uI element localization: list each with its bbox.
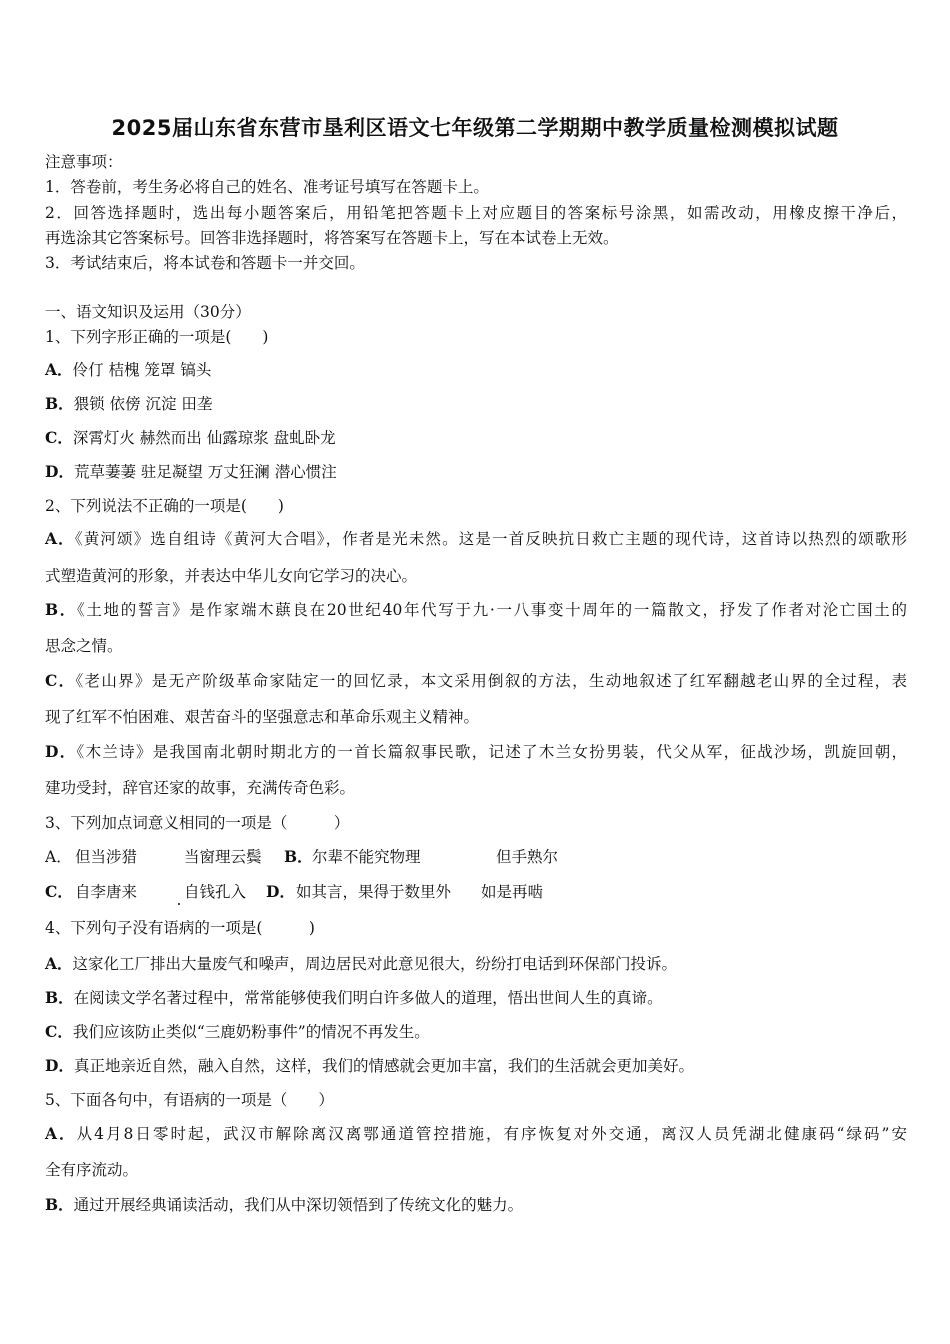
option-label: B．: [45, 988, 74, 1007]
q1-option-c: [45, 428, 336, 448]
q2-option-d: [45, 742, 907, 762]
q4-stem: 4、下列句子没有语病的一项是( ): [45, 919, 315, 937]
q3-option-b-item2: 但手熟尔: [496, 848, 559, 866]
option-label: D．: [45, 1056, 74, 1075]
emphasis-dot: [178, 903, 180, 905]
option-label: B．: [45, 394, 74, 413]
q1-stem: 1、下列字形正确的一项是( ): [45, 328, 269, 346]
option-label: B．: [45, 600, 77, 619]
q4-option-c: [45, 1022, 430, 1042]
q1-option-b: [45, 394, 212, 414]
q3-option-d-label: D．: [266, 882, 295, 901]
option-text: 从4月8日零时起，武汉市解除离汉离鄂通道管控措施，有序恢复对外交通，离汉人员凭湖北健康码“绿码”安: [76, 1125, 908, 1143]
option-text: 《老山界》是无产阶级革命家陆定一的回忆录，本文采用倒叙的方法，生动地叙述了红军翻越老山界的全过程，表: [75, 672, 907, 690]
option-text: 伶仃 桔槐 笼罩 镐头: [72, 361, 212, 379]
q2-option-a-cont: 式塑造黄河的形象，并表达中华儿女向它学习的决心。: [45, 567, 418, 585]
option-label: A．: [45, 954, 73, 973]
q2-option-c-cont: 现了红军不怕困难、艰苦奋斗的坚强意志和革命乐观主义精神。: [45, 708, 480, 726]
option-text: 深霄灯火 赫然而出 仙露琼浆 盘虬卧龙: [72, 429, 336, 447]
option-label: A．: [45, 529, 75, 548]
notice-item-3: 3．考试结束后，将本试卷和答题卡一并交回。: [45, 254, 365, 272]
q2-option-a: [45, 529, 907, 549]
option-text: 《木兰诗》是我国南北朝时期北方的一首长篇叙事民歌，记述了木兰女扮男装，代父从军，征战沙场，凯旋回朝，: [76, 743, 907, 761]
notice-item-2: 2．回答选择题时，选出每小题答案后，用铅笔把答题卡上对应题目的答案标号涂黑，如需改动，用橡皮擦干净后，: [45, 204, 907, 222]
q1-option-d: [45, 462, 337, 482]
option-label: D．: [45, 742, 77, 761]
q5-stem: 5、下面各句中，有语病的一项是（ ）: [45, 1091, 334, 1109]
q2-option-d-cont: 建功受封，辞官还家的故事，充满传奇色彩。: [45, 779, 356, 797]
q3-option-c-item1: 自李唐来: [75, 883, 138, 901]
option-label: C．: [45, 1022, 73, 1041]
option-text: 通过开展经典诵读活动，我们从中深切领悟到了传统文化的魅力。: [73, 1196, 524, 1214]
option-text: 猥锁 依傍 沉淀 田垄: [73, 395, 213, 413]
q3-option-a-item1: 但当涉猎: [75, 848, 138, 866]
q4-option-a: [45, 954, 677, 974]
q3-option-a-label: A．: [45, 848, 72, 866]
option-label: A．: [45, 1124, 77, 1143]
q5-option-a-cont: 全有序流动。: [45, 1161, 139, 1179]
q2-stem: 2、下列说法不正确的一项是( ): [45, 497, 284, 515]
q2-option-b-cont: 思念之情。: [45, 637, 123, 655]
q2-option-c: [45, 671, 907, 691]
option-label: B．: [45, 1195, 74, 1214]
option-text: 在阅读文学名著过程中，常常能够使我们明白许多做人的道理，悟出世间人生的真谛。: [73, 989, 663, 1007]
q3-option-d-item1: 如其言，果得于数里外: [296, 883, 452, 901]
q2-option-b: [45, 600, 907, 620]
option-text: 《土地的誓言》是作家端木蕻良在20世纪40年代写于九·一八事变十周年的一篇散文，抒发了作者对沦亡国土的: [76, 601, 907, 619]
q3-option-b-item1: 尔辈不能究物理: [312, 848, 421, 866]
q3-option-c-label: C．: [45, 882, 73, 901]
option-text: 《黄河颂》选自组诗《黄河大合唱》，作者是光未然。这是一首反映抗日救亡主题的现代诗，这首诗以热烈的颂歌形: [74, 530, 907, 548]
q5-option-b: [45, 1195, 523, 1215]
option-label: C．: [45, 428, 73, 447]
notice-item-1: 1．答卷前，考生务必将自己的姓名、准考证号填写在答题卡上。: [45, 178, 489, 196]
q1-option-a: [45, 360, 211, 380]
q4-option-b: [45, 988, 663, 1008]
option-text: 荒草萋萋 驻足凝望 万丈狂澜 潜心惯注: [73, 463, 337, 481]
q3-option-c-item2: 自钱孔入: [184, 883, 247, 901]
option-label: C．: [45, 671, 76, 690]
q3-option-a-item2: 当窗理云鬓: [184, 848, 262, 866]
option-text: 我们应该防止类似“三鹿奶粉事件”的情况不再发生。: [72, 1023, 430, 1041]
option-label: A．: [45, 360, 73, 379]
q3-option-b-label: B．: [284, 847, 313, 866]
q3-stem: 3、下列加点词意义相同的一项是（ ）: [45, 814, 350, 832]
notice-heading: 注意事项：: [45, 153, 123, 171]
exam-title: 2025届山东省东营市垦利区语文七年级第二学期期中教学质量检测模拟试题: [111, 116, 839, 140]
option-text: 真正地亲近自然，融入自然，这样，我们的情感就会更加丰富，我们的生活就会更加美好。: [73, 1057, 694, 1075]
notice-item-2-cont: 再选涂其它答案标号。回答非选择题时，将答案写在答题卡上，写在本试卷上无效。: [45, 229, 619, 247]
q4-option-d: [45, 1056, 694, 1076]
option-label: D．: [45, 462, 74, 481]
section-heading: 一、语文知识及运用（30分）: [45, 303, 251, 321]
q5-option-a: [45, 1124, 907, 1144]
option-text: 这家化工厂排出大量废气和噪声，周边居民对此意见很大，纷纷打电话到环保部门投诉。: [72, 955, 678, 973]
q3-option-d-item2: 如是再啮: [481, 883, 544, 901]
